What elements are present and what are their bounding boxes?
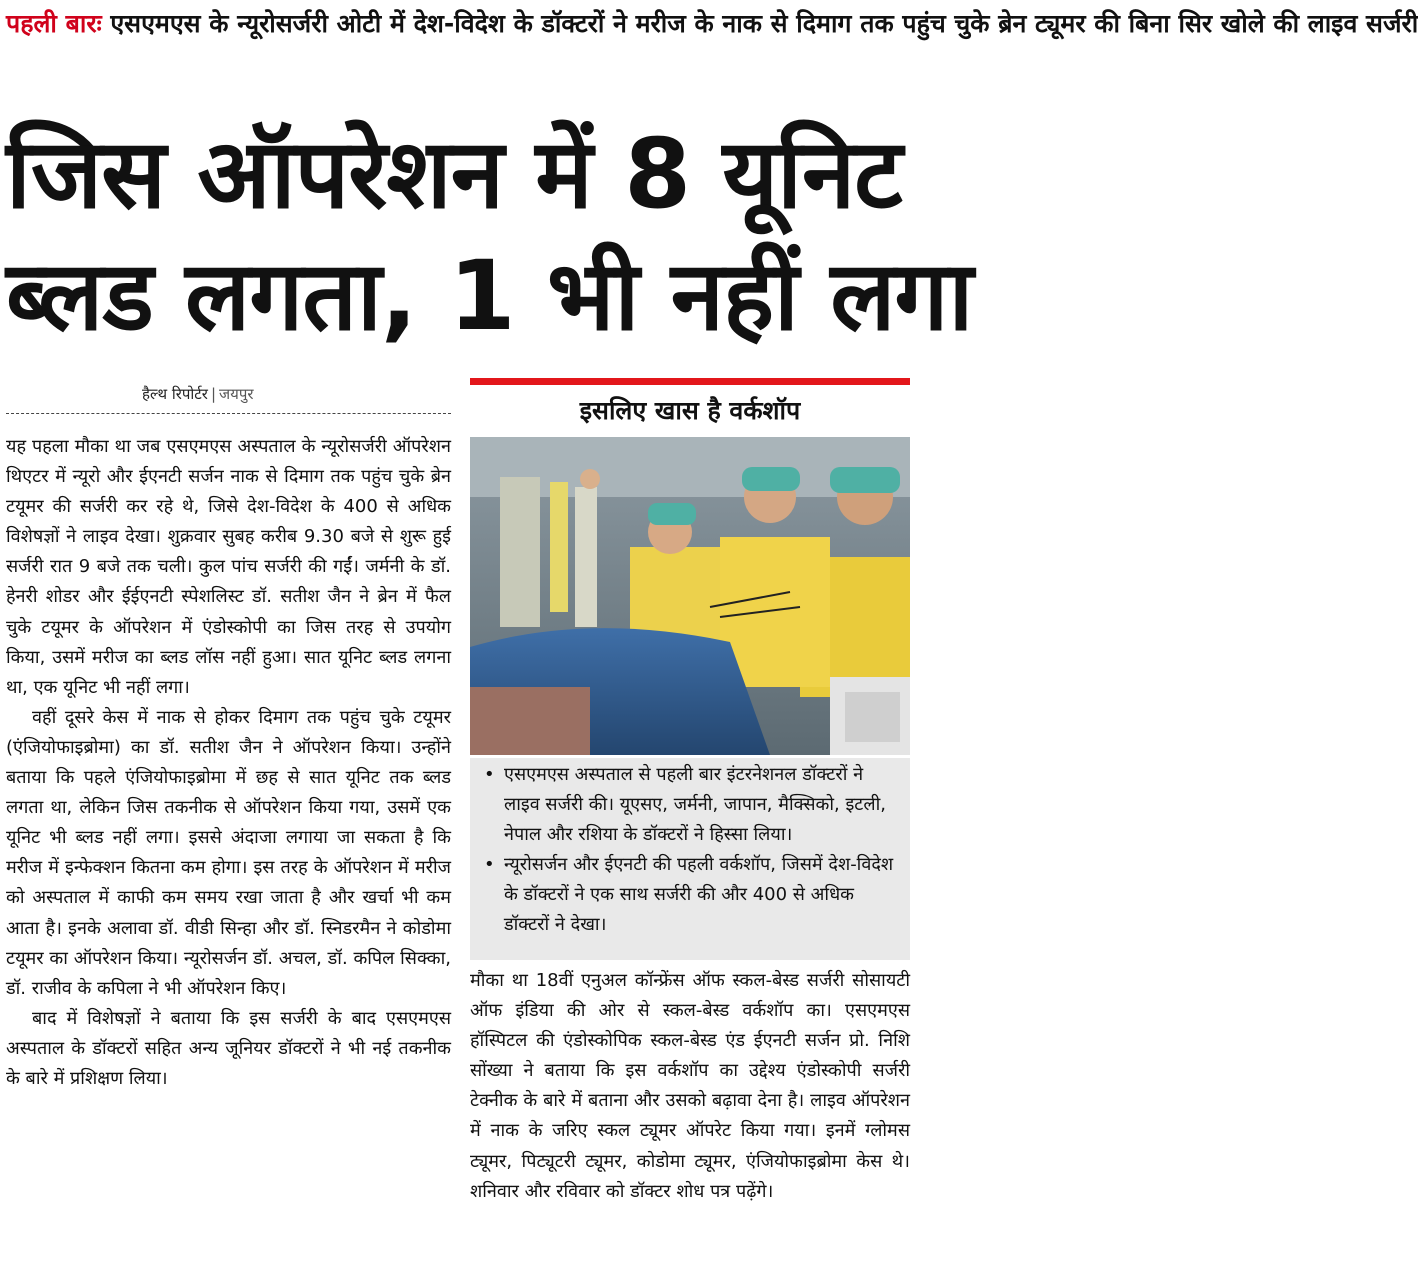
list-item <box>482 760 900 850</box>
bullet-glyph: • <box>484 764 495 785</box>
sidebar-bullet-box <box>470 758 910 960</box>
byline-author: हैल्थ रिपोर्टर <box>142 385 208 403</box>
article-body-right <box>470 966 910 1284</box>
article-paragraph: मौका था 18वीं एनुअल कॉन्फ्रेंस ऑफ स्कल-बेस्ड सर्जरी सोसायटी ऑफ इंडिया की ओर से स्कल-बेस्ड वर्कशॉप का। एसएमएस हॉस्पिटल की एंडोस्कोपिक स्कल-बेस्ड एंड ईएनटी सर्जन प्रो. निशि सोंख्या ने बताया कि इस वर्कशॉप का उद्देश्य एंडोस्कोपी सर्जरी टेक्नीक के बारे में बताना और उसको बढ़ावा देना है। लाइव ऑपरेशन में नाक के जरिए स्कल ट्यूमर ऑपरेट किया गया। इनमें ग्लोमस ट्यूमर, पिट्यूटरी ट्यूमर, कोडोमा ट्यूमर, एंजियोफाइब्रोमा केस थे। शनिवार और रविवार को डॉक्टर शोध पत्र पढ़ेंगे। <box>470 970 910 1202</box>
headline-line-1: जिस ऑपरेशन में 8 यूनिट <box>6 118 902 230</box>
article-paragraph: बाद में विशेषज्ञों ने बताया कि इस सर्जरी के बाद एसएमएस अस्पताल के डॉक्टरों सहित अन्य जूनियर डॉक्टरों ने भी नई तकनीक के बारे में प्रशिक्षण लिया। <box>6 1007 451 1089</box>
surgery-photo-illustration <box>470 437 910 755</box>
byline-city: जयपुर <box>219 385 254 403</box>
byline <box>142 384 254 404</box>
list-item <box>482 850 900 940</box>
article-body-left <box>6 432 451 1284</box>
kicker-label: पहली बारः <box>6 9 102 38</box>
bullet-text: एसएमएस अस्पताल से पहली बार इंटरनेशनल डॉक्टरों ने लाइव सर्जरी की। यूएसए, जर्मनी, जापान, मैक्सिको, इटली, नेपाल और रशिया के डॉक्टरों ने हिस्सा लिया। <box>504 764 886 845</box>
bullet-text: न्यूरोसर्जन और ईएनटी की पहली वर्कशॉप, जिसमें देश-विदेश के डॉक्टरों ने एक साथ सर्जरी की और 400 से अधिक डॉक्टरों ने देखा। <box>504 854 894 935</box>
kicker-text: एसएमएस के न्यूरोसर्जरी ओटी में देश-विदेश के डॉक्टरों ने मरीज के नाक से दिमाग तक पहुंच चुके ब्रेन ट्यूमर की बिना सिर खोले की लाइव सर्जरी <box>110 9 1418 38</box>
bullet-glyph: • <box>484 854 495 875</box>
surgery-photo <box>470 437 910 755</box>
byline-rule <box>6 413 451 414</box>
sidebar-red-bar <box>470 378 910 385</box>
sidebar-title: इसलिए खास है वर्कशॉप <box>579 396 801 425</box>
kicker <box>6 2 1418 45</box>
article-paragraph: यह पहला मौका था जब एसएमएस अस्पताल के न्यूरोसर्जरी ऑपरेशन थिएटर में न्यूरो और ईएनटी सर्जन नाक से दिमाग तक पहुंच चुके ब्रेन टयूमर की सर्जरी कर रहे थे, जिसे देश-विदेश के 400 से अधिक विशेषज्ञों ने लाइव देखा। शुक्रवार सुबह करीब 9.30 बजे से शुरू हुई सर्जरी रात 9 बजे तक चली। कुल पांच सर्जरी की गईं। जर्मनी के डॉ. हेनरी शोडर और ईईएनटी स्पेशलिस्ट डॉ. सतीश जैन ने ब्रेन में फैल चुके टयूमर के ऑपरेशन में एंडोस्कोपी का जिस तरह से उपयोग किया, उसमें मरीज का ब्लड लॉस नहीं हुआ। सात यूनिट ब्लड लगना था, एक यूनिट भी नहीं लगा। <box>6 436 451 698</box>
byline-separator: | <box>210 385 217 403</box>
article-paragraph: वहीं दूसरे केस में नाक से होकर दिमाग तक पहुंच चुके टयूमर (एंजियोफाइब्रोमा) का डॉ. सतीश जैन ने ऑपरेशन किया। उन्होंने बताया कि पहले एंजियोफाइब्रोमा में छह से सात यूनिट तक ब्लड लगता था, लेकिन जिस तकनीक से ऑपरेशन किया गया, उसमें एक यूनिट भी ब्लड नहीं लगा। इससे अंदाजा लगाया जा सकता है कि मरीज में इन्फेक्शन कितना कम होगा। इस तरह के ऑपरेशन में मरीज को अस्पताल में काफी कम समय रखा जाता है और खर्चा भी कम आता है। इनके अलावा डॉ. वीडी सिन्हा और डॉ. स्निडरमैन ने कोडोमा टयूमर का ऑपरेशन किया। न्यूरोसर्जन डॉ. अचल, डॉ. कपिल सिक्का, डॉ. राजीव के कपिला ने भी ऑपरेशन किए। <box>6 706 451 999</box>
headline-line-2: ब्लड लगता, 1 भी नहीं लगा <box>6 240 973 352</box>
